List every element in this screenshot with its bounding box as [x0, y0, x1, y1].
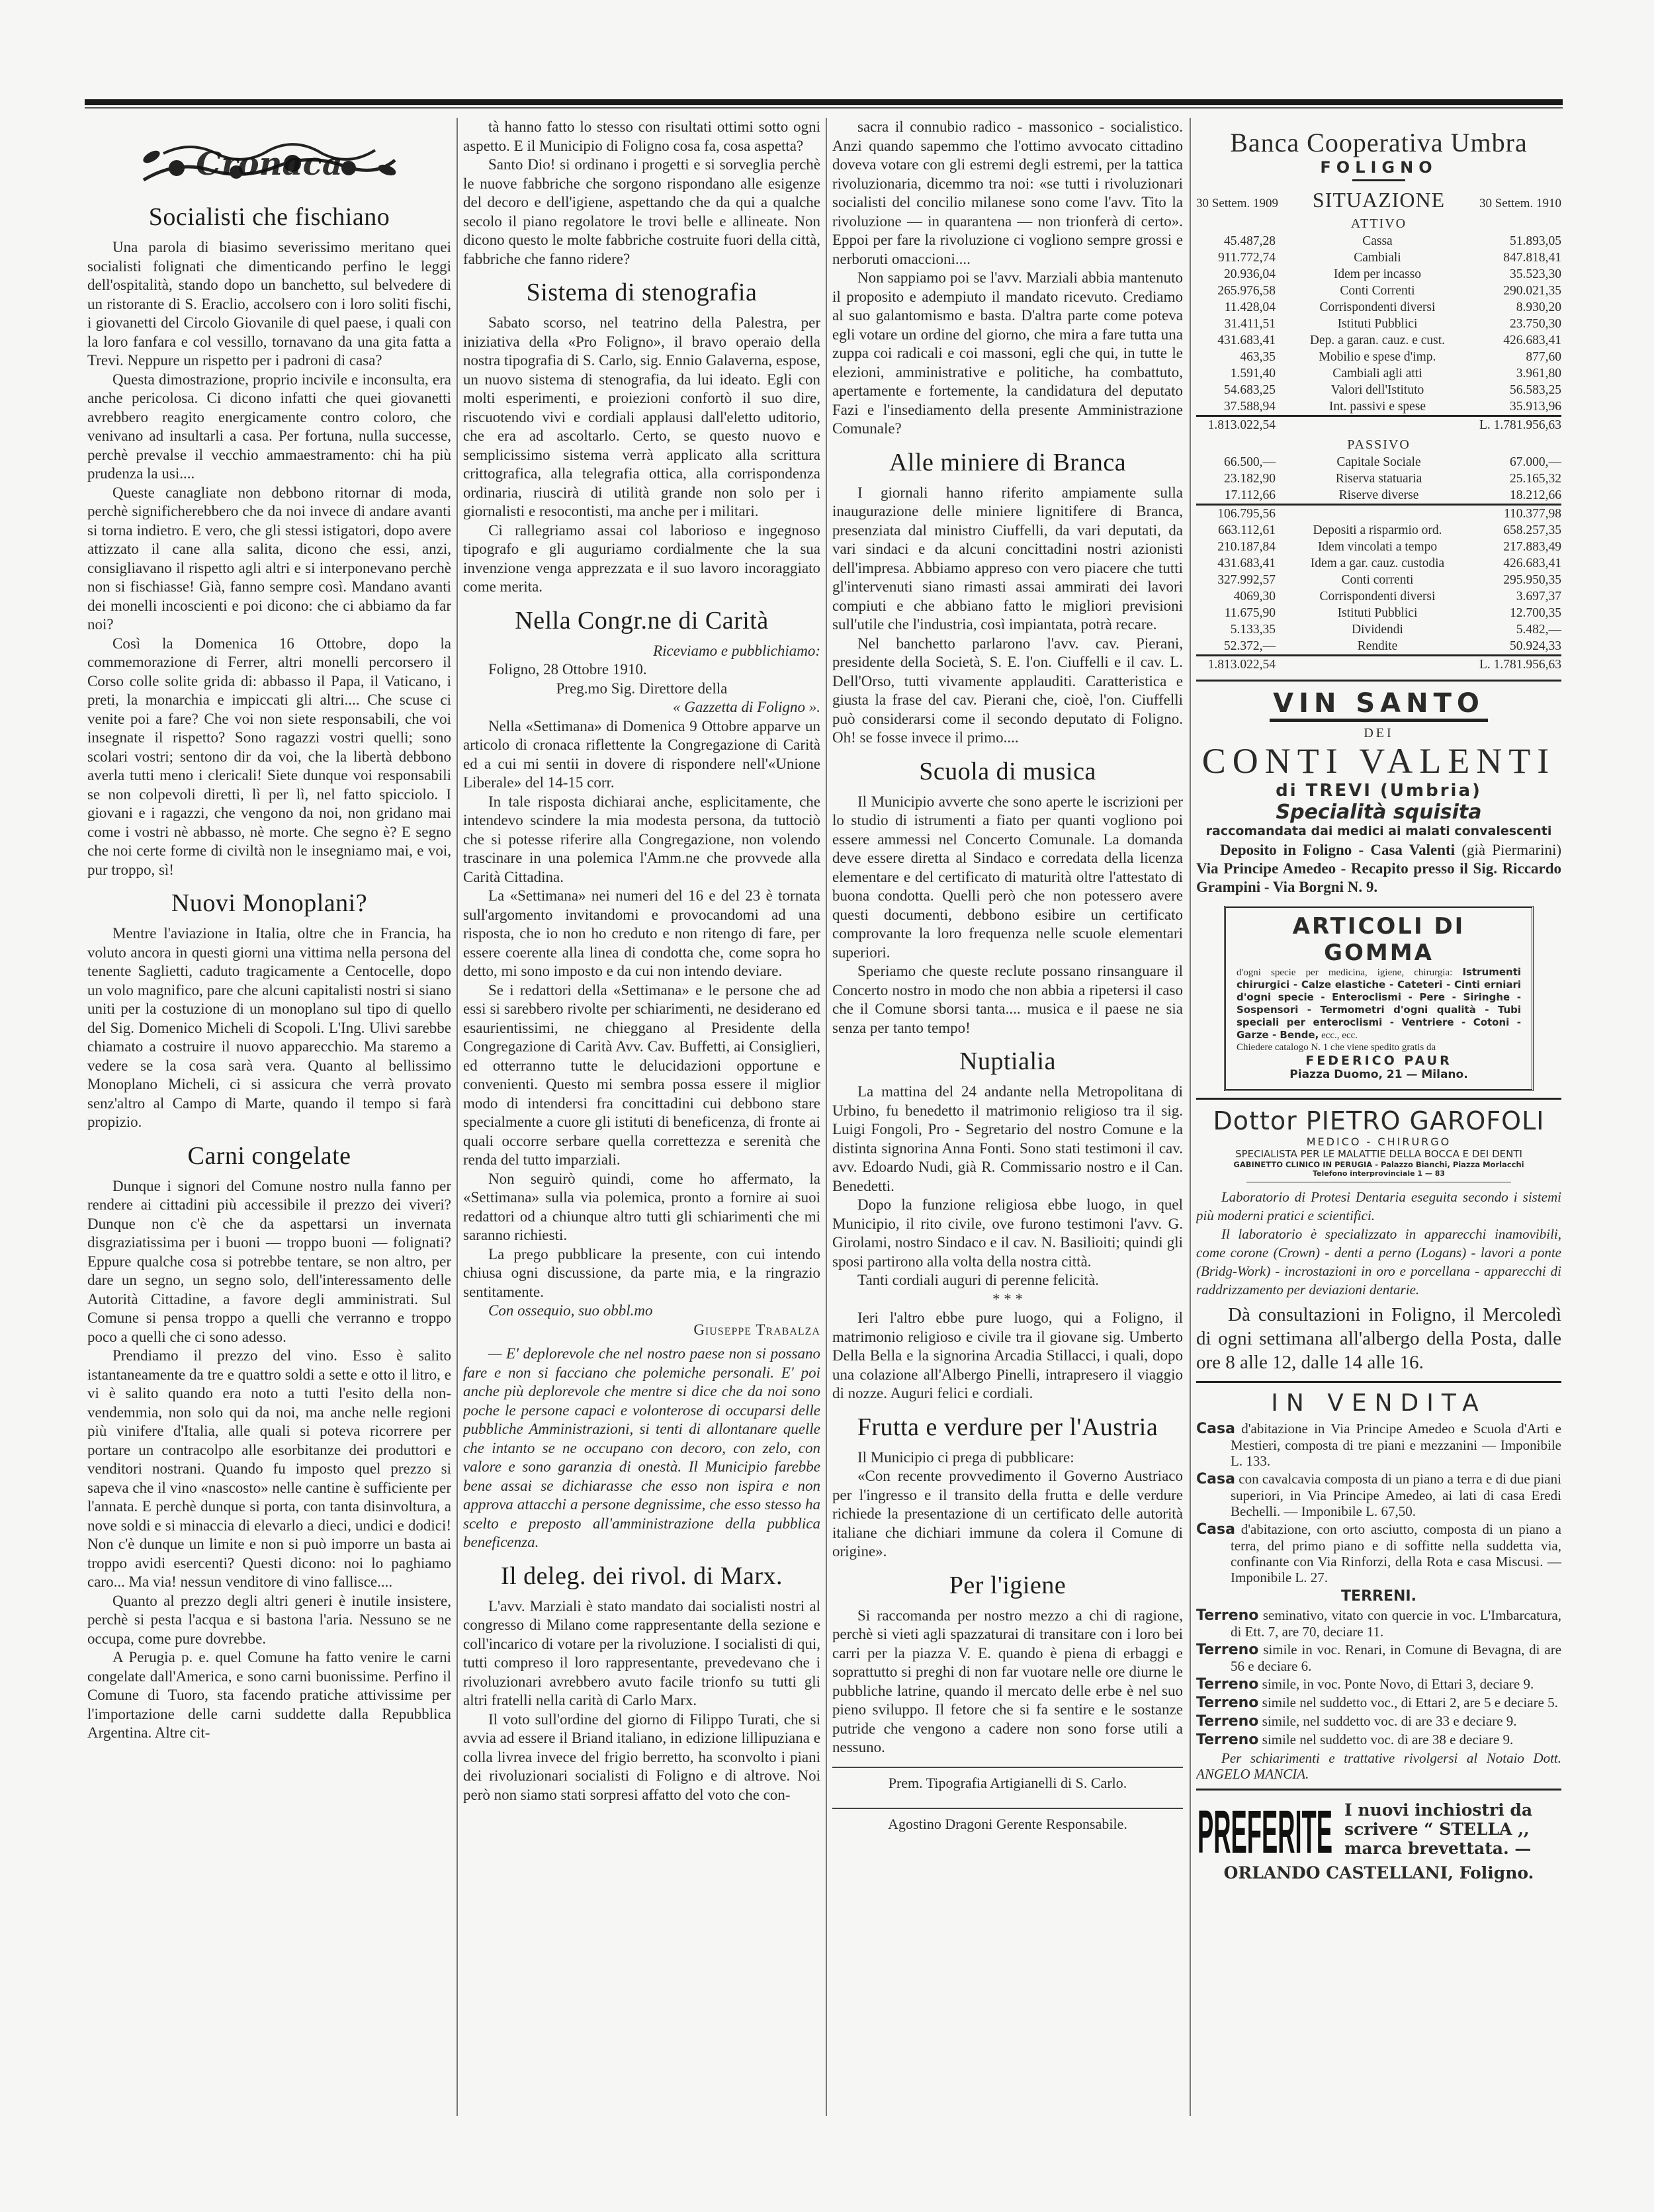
item-label: Idem vincolati a tempo	[1317, 540, 1438, 554]
value-1909: 1.813.022,54	[1196, 416, 1276, 434]
paragraph: Nel banchetto parlarono l'avv. cav. Pierani, presidente della Società, S. E. l'on. Ciuffelli e il cav. L. Dell'Orso, tutti vivamente applauditi. Caratteristica e giusta la frase del cav. Pierani che, cioè, l'on. Ciuffelli può considerarsi come il secondo deputato di Foligno. Oh! se fosse invece il primo....	[832, 635, 1183, 746]
vin-santo-ad	[1196, 688, 1561, 897]
value-1909: 431.683,41	[1217, 333, 1276, 347]
value-1909: 20.936,04	[1224, 267, 1276, 281]
value-1910: 5.482,—	[1516, 623, 1561, 637]
headline-carita: Nella Congr.ne di Carità	[515, 606, 769, 635]
gomma-description	[1237, 966, 1521, 1053]
headline-carni: Carni congelate	[187, 1141, 351, 1170]
gomma-catalog: Chiedere catalogo N. 1 che viene spedito gratis da	[1237, 1042, 1436, 1053]
value-1910: 426.683,41	[1503, 556, 1561, 570]
intro-note: Riceviamo e pubblichiamo:	[653, 642, 820, 659]
value-1910: 426.683,41	[1503, 333, 1561, 347]
value-1910: 50.924,33	[1510, 639, 1561, 653]
column-3	[832, 118, 1183, 2123]
ink-ad	[1196, 1797, 1561, 1882]
paragraph: Si raccomanda per nostro mezzo a chi di ragione, perchè si vieti agli spazzaturai di transitare con i loro bei carri per la piazza V. E. quando è piena di erbaggi e soprattutto si preghi di non far vuotare nelle ore diurne le pubbliche latrine, quando il mercato delle erbe è nel suo pieno sviluppo. Il fetore che si fa sentire e le sostanze putride che vengono a cadere non sono forse utili a nessuno.	[832, 1607, 1183, 1755]
value-1909: 5.133,35	[1230, 623, 1276, 637]
consultation-hours: Dà consultazioni in Foligno, il Mercoledì di ogni settimana all'albergo della Posta, dalle ore 8 alle 12, dalle 14 alle 16.	[1196, 1304, 1561, 1373]
value-1910: 3.697,37	[1516, 590, 1561, 603]
divider	[1352, 179, 1405, 181]
divider	[1196, 1789, 1561, 1791]
item-label: Istituti Pubblici	[1337, 317, 1418, 331]
value-1910: 35.523,30	[1510, 267, 1561, 281]
statement-header	[1196, 188, 1561, 212]
vin-santo-title: VIN SANTO	[1270, 688, 1488, 722]
sale-item-label: Terreno	[1196, 1642, 1259, 1658]
column-1	[87, 118, 451, 2123]
bank-title: Banca Cooperativa Umbra	[1230, 128, 1528, 157]
paragraph: La mattina del 24 andante nella Metropolitana di Urbino, fu benedetto il matrimonio religioso tra il sig. Luigi Fongoli, Pro - Segretario del nostro Comune e la distinta signorina Anna Fonti. Sono stati testimoni il cav. avv. Edoardo Nudi, già R. Commissario nostro e il Can. Benedetti.	[832, 1083, 1183, 1194]
value-1909: 265.976,58	[1217, 284, 1276, 298]
article-body	[832, 1607, 1183, 1757]
paragraph: Sabato scorso, nel teatrino della Palestra, per iniziativa della «Pro Foligno», il bravo operaio della nostra tipografia di S. Carlo, sig. Ennio Galaverna, espose, un nuovo sistema di stenografia, da lui ideato. Egli con molti esperimenti, e proiezioni confortò il suo dire, riscuotendo vivi e cordiali applausi dall'eletto uditorio, che era ad ascoltarlo. Certo, se questo nuovo e semplicissimo sistema verrà applicato alla scrittura crittografica, alla telegrafia ottica, alla corrispondenza ordinaria, riuscirà di utilità grande non solo per i giornalisti e resocontisti, ma anche per i militari.	[463, 314, 820, 519]
article-body	[832, 1448, 1183, 1562]
sale-item	[1196, 1695, 1561, 1711]
passivo-label: PASSIVO	[1347, 437, 1411, 452]
paragraph: Non seguirò quindi, come ho affermato, la «Settimana» sulla via polemica, pronto a fornire ai suoi redattori od a chiunque altro tutti gli schiarimenti che mi saranno richiesti.	[463, 1170, 820, 1243]
item-label: Cassa	[1362, 234, 1393, 248]
top-rule	[85, 99, 1563, 105]
headline-socialisti: Socialisti che fischiano	[148, 203, 390, 231]
table-row	[1196, 522, 1561, 539]
paragraph: Il Municipio ci prega di pubblicare:	[857, 1448, 1074, 1466]
item-label: Dividendi	[1351, 623, 1403, 637]
value-1909: 210.187,84	[1217, 540, 1276, 554]
item-label	[1276, 416, 1479, 434]
table-row	[1196, 349, 1561, 365]
item-label: Rendite	[1357, 639, 1398, 653]
ink-headline-box	[1196, 1797, 1335, 1861]
paragraph: tà hanno fatto lo stesso con risultati ottimi sotto ogni aspetto. E il Municipio di Foligno cosa fa, cosa aspetta?	[463, 118, 820, 154]
item-label	[1276, 656, 1479, 674]
sale-item-text: con cavalcavia composta di un piano a terra e di due piani superiori, in Via Principe Amedeo, ai lati di casa Eredi Bechelli. — Imponibile L. 67,50.	[1231, 1471, 1561, 1519]
land-list	[1196, 1607, 1561, 1748]
item-label: Conti correnti	[1341, 573, 1414, 587]
item-label: Conti Correnti	[1340, 284, 1415, 298]
gomma-items: Istrumenti chirurgici - Calze elastiche - Cateteri - Cinti erniari d'ogni specie - Enteroclismi - Pere - Siringhe - Sospensori - Termometri d'ogni qualità - Tubi speciali per enteroclismi - Ventriere - Cotoni - Garze - Bende,	[1237, 966, 1522, 1041]
lab-description: Laboratorio di Protesi Dentaria eseguita secondo i sistemi più moderni pratici e scientifici.	[1196, 1189, 1561, 1223]
article-body	[463, 314, 820, 597]
table-row	[1196, 283, 1561, 299]
article-body	[463, 118, 820, 269]
table-row	[1196, 621, 1561, 638]
gomma-ad	[1224, 906, 1534, 1091]
land-title: TERRENI.	[1341, 1588, 1416, 1605]
paragraph: Questa dimostrazione, proprio incivile e inconsulta, era anche pericolosa. Ci dicono infatti che quei giovanetti avrebbero reagito energicamente contro coloro, che venivano ad insultarli a casa. Per fortuna, nulla successe, perchè prevalse il vecchio ammaestramento: chi ha più prudenza la usi....	[87, 371, 451, 482]
value-1909: 106.795,56	[1196, 505, 1276, 523]
sale-item	[1196, 1713, 1561, 1730]
value-1910: 658.257,35	[1503, 523, 1561, 537]
paragraph: I giornali hanno riferito ampiamente sulla inaugurazione delle miniere lignitifere di Branca, presenziata dal ministro Ciuffelli, da vari deputati, da vari sindaci e da alcuni concittadini nostri azionisti dell'impresa. Abbiamo appreso con vero piacere che tutti gl'intervenuti siano rimasti assai ammirati dei lavori compiuti e che abbiano fatto le migliori previsioni sull'utile che l'industria, così impiantata, potrà recare.	[832, 484, 1183, 633]
sale-item-text: simile, nel suddetto voc. di are 33 e deciare 9.	[1262, 1713, 1517, 1729]
table-row	[1196, 332, 1561, 349]
value-1909: 11.675,90	[1224, 606, 1276, 620]
value-1909: 23.182,90	[1224, 472, 1276, 486]
value-1909: 911.772,74	[1217, 251, 1276, 265]
value-1910: 8.930,20	[1516, 300, 1561, 314]
sale-item-label: Terreno	[1196, 1732, 1259, 1748]
value-1910: 290.021,35	[1503, 284, 1561, 298]
value-1910: 877,60	[1526, 350, 1561, 364]
paragraph: La «Settimana» nei numeri del 16 e del 23 è tornata sull'argomento invitandomi e provocandomi ad una risposta, che io non ho creduto e non ritengo di fare, per essere coerente alla linea di condotta che, come sopra ho detto, mi sono imposto e da cui non intendo deviare.	[463, 887, 820, 979]
paragraph: Prendiamo il prezzo del vino. Esso è salito istantaneamente da tre e quattro soldi a sette e otto il litro, e vi è salito quando era noto a tutti l'esito della non-vendemmia, non solo qui da noi, ma anche nelle regioni più vinifere d'Italia, alle quali si poteva ricorrere per portare un contracolpo alle esorbitanze dei produttori e venditori nostrani. Quando fu imposto quel prezzo si sapeva che il vino «nascosto» nelle cantine è sufficiente per l'annata. E perchè dunque si porta, con tanta disinvoltura, a nove soldi e si minaccia di elevarlo a dieci, undici e dodici! Non c'è dunque un limite e non si può imporre un basta ai troppo avidi esercenti? Questi dicono: noi lo paghiamo caro... Ma via! nessun venditore di vino fallisce....	[87, 1347, 451, 1590]
value-1910: 295.950,35	[1503, 573, 1561, 587]
headline-igiene: Per l'igiene	[949, 1571, 1066, 1599]
value-1909: 37.588,94	[1224, 400, 1276, 414]
sale-item	[1196, 1421, 1561, 1469]
gomma-intro: d'ogni specie per medicina, igiene, chirurgia:	[1237, 967, 1453, 978]
item-label: Corrispondenti diversi	[1319, 300, 1436, 314]
column-divider	[1190, 118, 1191, 2116]
paragraph: A Perugia p. e. quel Comune ha fatto venire le carni congelate dall'America, e sono carni buonissime. Perfino il Comune di Tuoro, sta facendo pratiche attivissime per l'importazione delle carni suddette dalla Repubblica Argentina. Altre cit-	[87, 1649, 451, 1741]
sale-item	[1196, 1642, 1561, 1674]
table-row	[1196, 365, 1561, 382]
sale-item	[1196, 1607, 1561, 1640]
separator: * * *	[992, 1290, 1023, 1307]
manager-credit: Agostino Dragoni Gerente Responsabile.	[832, 1808, 1183, 1839]
value-1910: 51.893,05	[1510, 234, 1561, 248]
paragraph: Ieri l'altro ebbe pure luogo, qui a Foligno, il matrimonio religioso e civile tra il giovane sig. Umberto Della Bella e la signorina Arcadia Stillacci, i quali, dopo una colazione all'Albergo Pinelli, intrapresero il viaggio di nozze. Auguri felici e cordiali.	[832, 1309, 1183, 1401]
value-1910: 67.000,—	[1510, 455, 1561, 469]
doctor-specialty: SPECIALISTA PER LE MALATTIE DELLA BOCCA E DEI DENTI	[1235, 1148, 1522, 1160]
paragraph: Una parola di biasimo severissimo meritano quei socialisti folignati che dimenticando perfino le leggi dell'ospitalità, stando dopo un banchetto, sul belvedere di un ristorante di S. Eraclio, accolsero con i loro soliti fischi, i giovanetti del Circolo Giovanile di quel paese, i quali con la loro fanfara e col vessillo, tornavano da una gita fatta a Trevi. Neppure un rispetto per i padroni di casa?	[87, 239, 451, 369]
headline-nuptialia: Nuptialia	[959, 1047, 1056, 1075]
houses-list	[1196, 1421, 1561, 1585]
statement-title: SITUAZIONE	[1312, 188, 1446, 212]
value-1910: 23.750,30	[1510, 317, 1561, 331]
column-divider	[826, 118, 827, 2116]
table-row	[1196, 382, 1561, 398]
sale-item-label: Casa	[1196, 1421, 1235, 1437]
value-1909: 4069,30	[1233, 590, 1276, 603]
ink-headline: PREFERITE	[1197, 1798, 1332, 1861]
sale-item-text: d'abitazione, con orto asciutto, composta di un piano a terra, del primo piano e di soffitte nella suddetta via, confinante con Via Rinforzi, della Rota e casa Miscusi. — Imponibile L. 27.	[1231, 1521, 1561, 1585]
value-1909: 52.372,—	[1224, 639, 1276, 653]
sale-item-text: d'abitazione in Via Principe Amedeo e Scuola d'Arti e Mestieri, composta di tre piani e mezzanini — Imponibile L. 133.	[1231, 1421, 1561, 1469]
paragraph: Il voto sull'ordine del giorno di Filippo Turati, che si avvia ad essere il Briand italiano, in edizione lillipuziana e colla livrea invece del frigio berretto, ha sconvolto i piani dei rivoluzionari socialisti di Foligno e di altrove. Noi però non siamo stati sorpresi affatto del voto che con-	[463, 1710, 820, 1803]
ink-seller: ORLANDO CASTELLANI, Foligno.	[1223, 1863, 1534, 1882]
item-label: Idem per incasso	[1333, 267, 1422, 281]
divider	[1196, 680, 1561, 682]
doctor-name: Dottor PIETRO GAROFOLI	[1213, 1106, 1545, 1135]
headline-monoplani: Nuovi Monoplani?	[171, 889, 368, 917]
ink-description: I nuovi inchiostri da scrivere “ STELLA ,, marca brevettata. —	[1344, 1800, 1533, 1858]
table-total-row	[1196, 505, 1561, 523]
recommendation: raccomandata dai medici ai malati convalescenti	[1205, 824, 1552, 838]
deposit-location: Deposito in Foligno - Casa Valenti	[1220, 842, 1456, 858]
article-body	[463, 1597, 820, 1805]
dateline: Foligno, 28 Ottobre 1910.	[488, 661, 647, 678]
item-label: Depositi a risparmio ord.	[1313, 523, 1442, 537]
item-label: Capitale Sociale	[1336, 455, 1421, 469]
headline-branca: Alle miniere di Branca	[889, 448, 1127, 476]
value-1910: 110.377,98	[1482, 505, 1561, 523]
table-row	[1196, 316, 1561, 332]
value-1910: L. 1.781.956,63	[1479, 656, 1561, 674]
bank-city: FOLIGNO	[1320, 158, 1438, 177]
sale-title: IN VENDITA	[1271, 1390, 1487, 1417]
sale-item	[1196, 1521, 1561, 1585]
value-1910: 12.700,35	[1510, 606, 1561, 620]
table-row	[1196, 588, 1561, 605]
paragraph: Dunque i signori del Comune nostro nulla fanno per rendere ai cittadini più accessibile il prezzo dei viveri? Dunque non c'è che da aspettarsi un invernata disgraziatissima per i buoni — troppo buoni — folignati? Eppure qualche cosa si potrebbe tentare, se non altro, per dare un segno, un segno solo, dell'interessamento delle Autorità Cittadine, a favore degli amministrati. Sul Comune si pensa troppo a quelli che verranno e troppo poco a quelli che ci sono adesso.	[87, 1177, 451, 1345]
table-row	[1196, 454, 1561, 470]
salutation: Preg.mo Sig. Direttore della	[556, 680, 728, 697]
divider	[1196, 1098, 1561, 1100]
column-divider	[457, 118, 458, 2116]
table-row	[1196, 487, 1561, 505]
item-label: Idem a gar. cauz. custodia	[1310, 556, 1445, 570]
headline-austria: Frutta e verdure per l'Austria	[857, 1413, 1158, 1441]
headline-stenografia: Sistema di stenografia	[526, 279, 758, 306]
value-1909: 431.683,41	[1217, 556, 1276, 570]
producer-origin: di TREVI (Umbria)	[1276, 781, 1482, 801]
value-1909: 31.411,51	[1224, 317, 1276, 331]
seller-address: Piazza Duomo, 21 — Milano.	[1289, 1068, 1468, 1081]
value-1909: 54.683,25	[1224, 383, 1276, 397]
value-1910: 3.961,80	[1516, 367, 1561, 380]
value-1909: 327.992,57	[1217, 573, 1276, 587]
sale-item-text: seminativo, vitato con quercie in voc. L'Imbarcatura, di Ett. 7, are 70, deciare 11.	[1231, 1607, 1561, 1640]
paragraph: Così la Domenica 16 Ottobre, dopo la commemorazione di Ferrer, altri monelli percorsero il Corso colle solite grida di: abbasso il Papa, il Vaticano, i preti, la monarchia e impiccati gli altri.... Che scuse ci venite poi a fare? Che voi non siete responsabili, che voi insegnate il rispetto? Sono ragazzi vostri quelli; sono scolari vostri; sentono dir da voi, che la libertà debbono averla tutti meno i clericali! Siete dunque voi responsabili se non colpevoli diretti, lì per lì, nel fatto spicciolo. I giovani e i ragazzi, che vengono da noi, non gridano mai come i vostri nè abbasso, nè morte. Che segno è? E segno che noi certe forme di civiltà non le insegniamo mai, e voi, pur troppo, sì!	[87, 635, 451, 878]
paragraph: Santo Dio! si ordinano i progetti e si sorveglia perchè le nuove fabbriche che sorgono rispondano alle esigenze del decoro e dell'igiene, aspettando che da qui a qualche secolo il piano regolatore le trovi belle e allineate. Non dicono questo le molte fabbriche costruite fuori della città, fabbriche che fanno ridere?	[463, 156, 820, 267]
paragraph: Queste canagliate non debbono ritornar di moda, perchè significherebbero che da noi invece di andare avanti si torna indietro. E vero, che gli stessi istigatori, dopo avere attizzato il cane alla salita, dicono che essi, anzi, consigliavano il rispetto agli altri e si interponevano perchè non si fischiasse! Già, fanno sempre così. Mandano avanti dei monelli incoscienti e poi dicono: che ci abbiamo da far noi?	[87, 484, 451, 633]
table-row	[1196, 233, 1561, 249]
table-row	[1196, 299, 1561, 316]
article-body	[832, 1309, 1183, 1403]
deposit-address: Via Principe Amedeo - Recapito presso il Sig. Riccardo Grampini - Via Borgni N. 9.	[1196, 860, 1561, 895]
vin-santo-dei: DEI	[1364, 726, 1394, 740]
paragraph: Il Municipio avverte che sono aperte le iscrizioni per lo studio di istrumenti a fiato per quanti vogliono poi essere ammessi nel Concerto Comunale. La domanda deve essere diretta al Sindaco e corredata della licenza elementare e del certificato di maturità oltre l'attestato di buona condotta. Quelli però che non potessero avere questi documenti, debbono esibire un certificato comprovante la loro frequenza nelle scuole elementari superiori.	[832, 793, 1183, 961]
sale-ad	[1196, 1390, 1561, 1782]
value-1909: 11.428,04	[1224, 300, 1276, 314]
bank-ad	[1196, 127, 1561, 673]
item-label: Istituti Pubblici	[1337, 606, 1418, 620]
article-body	[832, 118, 1183, 439]
lab-specialization: Il laboratorio è specializzato in apparecchi inamovibili, come corone (Crown) - denti a perno (Logans) - lavori a ponte (Bridg-Work) - incrostazioni in oro e porcellana - apparecchi di raddrizzamento per deviazioni dentarie.	[1196, 1226, 1561, 1298]
paragraph: Ci rallegriamo assai col laborioso e ingegnoso tipografo e gli auguriamo cordialmente che la sua invenzione venga apprezzata e il suo lavoro incoraggiato come merita.	[463, 521, 820, 595]
gomma-title: ARTICOLI DI GOMMA	[1292, 913, 1465, 966]
paragraph: La prego pubblicare la presente, con cui intendo chiusa ogni discussione, da parte mia, e la ringrazio sentitamente.	[463, 1245, 820, 1300]
value-1909: 45.487,28	[1224, 234, 1276, 248]
sale-item-label: Casa	[1196, 1521, 1235, 1538]
tagline: Specialità squisita	[1276, 801, 1482, 824]
value-1909: 1.591,40	[1230, 367, 1276, 380]
paragraph: «Con recente provvedimento il Governo Austriaco per l'ingresso e il transito della frutta e delle verdure richiede la presentazione di un certificato delle autorità italiane che dichiari immune da colera il Comune di origine».	[832, 1468, 1183, 1560]
paragraph: Speriamo che queste reclute possano rinsanguare il Concerto nostro in modo che non abbia a ripetersi il caso che il Comune sborsi tanta.... musica e il paese ne sia senza per tanto tempo!	[832, 963, 1183, 1036]
item-label: Corrispondenti diversi	[1319, 590, 1436, 603]
column-4-ads	[1196, 118, 1561, 2123]
divider	[1196, 1381, 1561, 1383]
item-label: Riserve diverse	[1338, 488, 1419, 502]
paragraph: Mentre l'aviazione in Italia, oltre che in Francia, ha voluto ancora in questi giorni una vittima nella persona del tenente Saglietti, caduto tragicamente a Centocelle, dopo un volo magnifico, pare che alcuni capitalisti nostri si siano uniti per la costuzione di un monoplano sul tipo di quello del Sig. Domenico Micheli di Scopoli. L'Ing. Ulivi sarebbe chiamato a costruire il nuovo apparecchio. Ma staremo a vedere se la cosa sarà vera. Quanto al bellissimo Monoplano Micheli, ci si assicura che verrà provato senz'altro al Campo di Marte, quando il tempo si farà propizio.	[87, 925, 451, 1130]
value-1910: 25.165,32	[1510, 472, 1561, 486]
value-1909: 17.112,66	[1224, 488, 1276, 502]
paragraph: Quanto al prezzo degli altri generi è inutile insistere, perchè si pesta l'acqua e si bastona l'aria. Nessuno se ne occupa, come pure dovrebbe.	[87, 1592, 451, 1647]
sale-item	[1196, 1471, 1561, 1519]
newspaper-name: « Gazzetta di Foligno ».	[673, 699, 820, 715]
value-1910: L. 1.781.956,63	[1479, 416, 1561, 434]
sale-item-text: simile nel suddetto voc. di are 38 e deciare 9.	[1262, 1732, 1514, 1747]
item-label: Cambiali agli atti	[1332, 367, 1422, 380]
article-body	[87, 1177, 451, 1743]
gomma-etc: ecc., ecc.	[1321, 1030, 1358, 1041]
seller-name: FEDERICO PAUR	[1305, 1053, 1452, 1068]
value-1910: 35.913,96	[1510, 400, 1561, 414]
table-row	[1196, 398, 1561, 416]
headline-marx: Il deleg. dei rivol. di Marx.	[500, 1562, 783, 1590]
date-1910: 30 Settem. 1910	[1479, 197, 1561, 210]
table-row	[1196, 249, 1561, 266]
item-label: Riserva statuaria	[1335, 472, 1422, 486]
passivo-capital-table	[1196, 454, 1561, 522]
sale-item	[1196, 1732, 1561, 1748]
cronaca-ornament-logo	[137, 134, 402, 193]
item-label: Mobilio e spese d'imp.	[1319, 350, 1436, 364]
producer-name: CONTI VALENTI	[1201, 741, 1556, 781]
sale-item-label: Casa	[1196, 1471, 1235, 1487]
notary-contact: Per schiarimenti e trattative rivolgersi al Notaio Dott. ANGELO MANCIA.	[1196, 1750, 1561, 1782]
table-row	[1196, 638, 1561, 656]
table-row	[1196, 555, 1561, 572]
dentist-ad	[1196, 1106, 1561, 1374]
sale-item-label: Terreno	[1196, 1607, 1259, 1624]
letter-body	[463, 717, 820, 1302]
value-1909: 1.813.022,54	[1196, 656, 1276, 674]
value-1909: 663.112,61	[1217, 523, 1276, 537]
attivo-table	[1196, 233, 1561, 433]
article-body	[832, 1083, 1183, 1290]
article-body	[87, 238, 451, 879]
paragraph: Tanti cordiali auguri di perenne felicità.	[857, 1272, 1099, 1288]
clinic-address: GABINETTO CLINICO IN PERUGIA - Palazzo Bianchi, Piazza Morlacchi	[1233, 1160, 1524, 1169]
value-1910: 18.212,66	[1510, 488, 1561, 502]
article-body	[87, 924, 451, 1132]
sale-item-text: simile nel suddetto voc., di Ettari 2, are 5 e deciare 5.	[1262, 1695, 1558, 1710]
item-label: Int. passivi e spese	[1328, 400, 1426, 414]
table-row	[1196, 572, 1561, 588]
sale-item-label: Terreno	[1196, 1695, 1259, 1711]
table-row	[1196, 539, 1561, 555]
sale-item-label: Terreno	[1196, 1713, 1259, 1730]
deposit-info	[1196, 841, 1561, 897]
paragraph: sacra il connubio radico - massonico - socialistico. Anzi quando sapemmo che l'ottimo avvocato cittadino doveva votare con gli estremi degli estremi, per la tattica rivoluzionaria, dicemmo tra noi: «se tutti i rivoluzionari socialisti del concilio milanese sono come l'avv. Tito la rivoluzione — in quarantena — non trionferà di certo». Eppoi per fare la rivoluzione ci vogliono sempre grossi e nerboruti omaccioni....	[832, 118, 1183, 267]
paragraph: Se i redattori della «Settimana» e le persone che ad essi si sarebbero rivolte per schiarimenti, ne desiderano ed esaurientissimi, ne chieggano al Presidente della Congregazione di Carità Avv. Cav. Buffetti, ai Consiglieri, ed otterranno tutte le delucidazioni opportune e convenienti. Questo mi sembra possa essere il miglior modo di intendersi fra concittadini cui debbono stare specialmente a cuore gli istituti di beneficenza, di fronte ai quali occorre serbare quella correttezza e serenità che renda del tutto imparziali.	[463, 981, 820, 1168]
value-1909: 463,35	[1240, 350, 1276, 364]
table-total-row	[1196, 656, 1561, 674]
paragraph: L'avv. Marziali è stato mandato dai socialisti nostri al congresso di Milano come rappresentante della sezione e coll'incarico di votare per la rivoluzione. I socialisti di qui, tutti compreso il loro rappresentante, prevedevano che i rivoluzionari avrebbero avuto facile trionfo su tutti gli altri fratelli nella carità di Carlo Marx.	[463, 1597, 820, 1708]
deposit-former-name: (già Piermarini)	[1461, 842, 1561, 858]
table-total-row	[1196, 416, 1561, 434]
top-rule-thin	[85, 107, 1563, 109]
closing: Con ossequio, suo obbl.mo	[488, 1302, 653, 1319]
table-row	[1196, 266, 1561, 283]
column-2	[463, 118, 820, 2123]
sale-item	[1196, 1676, 1561, 1693]
paragraph: Dopo la funzione religiosa ebbe luogo, in quel Municipio, il rito civile, ove furono testimoni l'avv. G. Girolami, nostro Sindaco e il cav. N. Basilioiti; quindi gli sposi partirono alla volta della nostra città.	[832, 1196, 1183, 1270]
table-row	[1196, 470, 1561, 487]
headline-musica: Scuola di musica	[919, 757, 1096, 785]
table-row	[1196, 605, 1561, 621]
value-1910: 847.818,41	[1503, 251, 1561, 265]
editorial-comment: — E' deplorevole che nel nostro paese non si possano fare e non si facciano che polemiche personali. E' poi anche più deplorevole che mentre si dice che da noi sono poche le persone capaci e volonterose di occuparsi delle pubbliche Amministrazioni, si tenti di allontanare quelle che intanto se ne occupano con decoro, con zelo, con valore e sono garanzia di onestà. Il Municipio farebbe bene assai se dichiarasse che esso non ispira e non approva attacchi a persone degnissime, che esso stesso ha scelto e preposto all'amministrazione della pubblica beneficenza.	[463, 1345, 820, 1550]
value-1910: 56.583,25	[1510, 383, 1561, 397]
signature: Giuseppe Trabalza	[693, 1321, 820, 1338]
item-label: Valori dell'Istituto	[1330, 383, 1424, 397]
item-label: Dep. a garan. cauz. e cust.	[1309, 333, 1446, 347]
doctor-title: MEDICO - CHIRURGO	[1306, 1135, 1452, 1148]
paragraph: Non sappiamo poi se l'avv. Marziali abbia mantenuto il proposito e adempiuto il mandato ricevuto. Crediamo al suo galantomismo e basta. D'altra parte come poteva egli votare un ordine del giorno, che mira a fare tutta una zuppa coi radicali e coi massoni, egli che qui, in tutte le elezioni, amministrative e politiche, ha combattuto, apertamente e fortemente, la candidatura del deputato Fazi e l'insediamento della presente Amministrazione Comunale?	[832, 269, 1183, 437]
value-1910: 217.883,49	[1503, 540, 1561, 554]
value-1909: 66.500,—	[1224, 455, 1276, 469]
item-label	[1276, 505, 1482, 523]
paragraph: In tale risposta dichiarai anche, esplicitamente, che intendevo scindere la mia modesta persona, da tuttociò che si potesse riferire alla Congregazione, non volendo trascinare in una polemica l'Amm.ne che provvede alla Carità Cittadina.	[463, 793, 820, 885]
printer-credit: Prem. Tipografia Artigianelli di S. Carlo.	[832, 1767, 1183, 1798]
item-label: Cambiali	[1354, 251, 1401, 265]
sale-item-text: simile in voc. Renari, in Comune di Bevagna, di are 56 e deciare 6.	[1231, 1642, 1561, 1674]
date-1909: 30 Settem. 1909	[1196, 197, 1279, 210]
clinic-phone: Telefono interprovinciale 1 — 83	[1312, 1169, 1446, 1178]
svg-text:Cronaca: Cronaca	[196, 146, 343, 183]
attivo-label: ATTIVO	[1350, 216, 1407, 231]
passivo-table	[1196, 522, 1561, 673]
article-body	[832, 793, 1183, 1038]
sale-item-label: Terreno	[1196, 1676, 1259, 1693]
paragraph: Nella «Settimana» di Domenica 9 Ottobre apparve un articolo di cronaca riflettente la Congregazione di Carità ed a cui mi sentii in dovere di rispondere nell'«Unione Liberale» del 14-15 corr.	[463, 717, 820, 791]
article-body	[832, 484, 1183, 748]
sale-item-text: simile, in voc. Ponte Novo, di Ettari 3, deciare 9.	[1262, 1676, 1534, 1692]
